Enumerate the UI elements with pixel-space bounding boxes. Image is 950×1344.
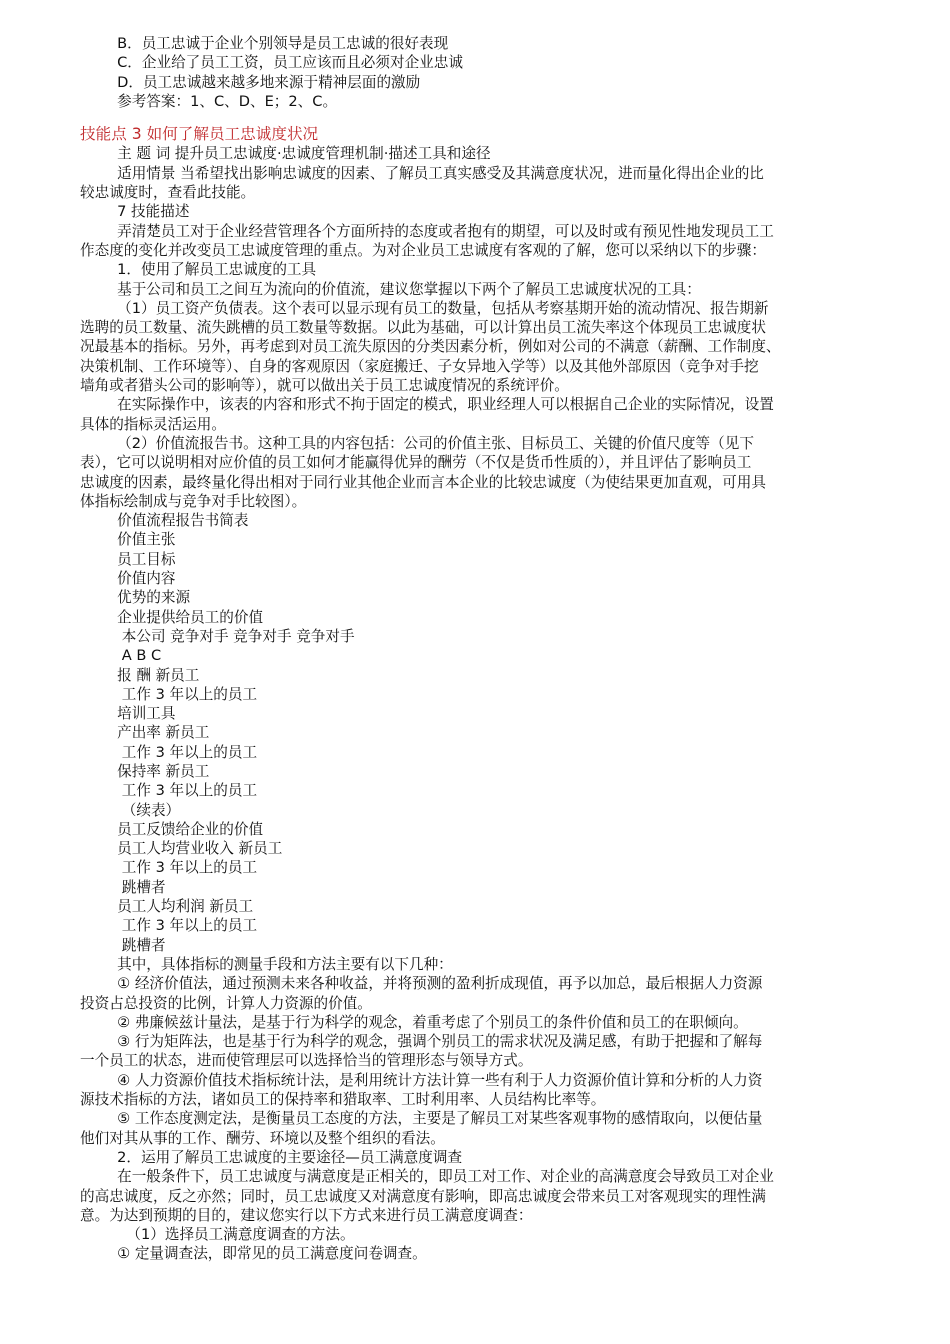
table-line: 价值主张 [80, 531, 176, 549]
paragraph-line: 墙角或者猎头公司的影响等），就可以做出关于员工忠诚度情况的系统评价。 [80, 377, 569, 395]
table-line: 工作 3 年以上的员工 [80, 743, 258, 761]
paragraph-line: 决策机制、工作环境等）、自身的客观原因（家庭搬迁、子女异地入学等）以及其他外部原因（竞争对手挖 [80, 357, 759, 375]
table-line: 企业提供给员工的价值 [80, 608, 264, 626]
document-body [0, 34, 950, 1264]
method-item: 他们对其从事的工作、酬劳、环境以及整个组织的看法。 [80, 1129, 445, 1147]
skill-description-title: 7 技能描述 [80, 203, 190, 221]
table-title: 价值流程报告书简表 [80, 512, 249, 530]
method-item: ② 弗廉候兹计量法，是基于行为科学的观念，着重考虑了个别员工的条件价值和员工的在职倾向。 [80, 1013, 748, 1031]
method-item: 投资占总投资的比例，计算人力资源的价值。 [80, 994, 372, 1012]
method-item: ① 定量调查法，即常见的员工满意度问卷调查。 [80, 1245, 427, 1263]
table-line: 本公司 竞争对手 竞争对手 竞争对手 [80, 627, 355, 645]
section-heading: 技能点 3 如何了解员工忠诚度状况 [80, 125, 319, 144]
scenario-line-cont: 较忠诚度时，查看此技能。 [80, 184, 256, 202]
scenario-line: 适用情景 当希望找出影响忠诚度的因素、了解员工真实感受及其满意度状况，进而量化得出企业的比 [80, 164, 764, 182]
paragraph-line: 作态度的变化并改变员工忠诚度管理的重点。为对企业员工忠诚度有客观的了解，您可以采纳以下的步骤： [80, 241, 766, 259]
table-line: 工作 3 年以上的员工 [80, 685, 258, 703]
option-b: B．员工忠诚于企业个别领导是员工忠诚的很好表现 [80, 35, 449, 52]
table-line: 报 酬 新员工 [80, 666, 200, 684]
keywords-line: 主 题 词 提升员工忠诚度·忠诚度管理机制·描述工具和途径 [80, 145, 491, 163]
paragraph-line: （1）员工资产负债表。这个表可以显示现有员工的数量，包括从考察基期开始的流动情况、报告期新 [80, 299, 769, 317]
table-line: 员工目标 [80, 550, 176, 568]
method-item: 一个员工的状态，进而使管理层可以选择恰当的管理形态与领导方式。 [80, 1052, 533, 1070]
table-line: 工作 3 年以上的员工 [80, 782, 258, 800]
table-line: 保持率 新员工 [80, 762, 210, 780]
table-line: 工作 3 年以上的员工 [80, 917, 258, 935]
table-line: 跳槽者 [80, 878, 166, 896]
method-item: ③ 行为矩阵法，也是基于行为科学的观念，强调个别员工的需求状况及满足感，有助于把握和了解每 [80, 1033, 763, 1051]
method-item: 源技术指标的方法，诸如员工的保持率和猎取率、工时利用率、人员结构比率等。 [80, 1091, 606, 1109]
table-line: 产出率 新员工 [80, 724, 210, 742]
method-item: ⑤ 工作态度测定法，是衡量员工态度的方法，主要是了解员工对某些客观事物的感情取向，以便估量 [80, 1110, 763, 1128]
reference-answer: 参考答案：1、C、D、E；2、C。 [80, 92, 338, 110]
paragraph-line: 基于公司和员工之间互为流向的价值流，建议您掌握以下两个了解员工忠诚度状况的工具： [80, 280, 701, 298]
method-item: ④ 人力资源价值技术指标统计法，是利用统计方法计算一些有利于人力资源价值计算和分析的人力资 [80, 1071, 763, 1089]
paragraph-line: 体指标绘制成与竞争对手比较图）。 [80, 492, 307, 510]
step-1-title: 1．使用了解员工忠诚度的工具 [80, 261, 317, 279]
table-line: （续表） [80, 801, 181, 819]
paragraph-line: 的高忠诚度，反之亦然；同时，员工忠诚度又对满意度有影响，即高忠诚度会带来员工对客观现实的理性满 [80, 1187, 766, 1205]
paragraph-line: 在一般条件下，员工忠诚度与满意度是正相关的，即员工对工作、对企业的高满意度会导致员工对企业 [80, 1168, 774, 1186]
option-c: C．企业给了员工工资，员工应该而且必须对企业忠诚 [80, 54, 463, 72]
paragraph-line: 况最基本的指标。另外，再考虑到对员工流失原因的分类因素分析，例如对公司的不满意（薪酬、工作制度、 [80, 338, 781, 356]
paragraph-line: 在实际操作中，该表的内容和形式不拘于固定的模式，职业经理人可以根据自己企业的实际情况，设置 [80, 396, 774, 414]
table-line: A B C [80, 647, 162, 665]
paragraph-line: 选聘的员工数量、流失跳槽的员工数量等数据。以此为基础，可以计算出员工流失率这个体现员工忠诚度状 [80, 319, 766, 337]
paragraph-line: 意。为达到预期的目的，建议您实行以下方式来进行员工满意度调查： [80, 1206, 533, 1224]
table-line: 跳槽者 [80, 936, 166, 954]
section-spacer [0, 111, 950, 125]
table-line: 工作 3 年以上的员工 [80, 859, 258, 877]
table-line: 员工人均利润 新员工 [80, 898, 254, 916]
table-line: 员工人均营业收入 新员工 [80, 840, 283, 858]
table-line: 员工反馈给企业的价值 [80, 820, 264, 838]
paragraph-line: 弄清楚员工对于企业经营管理各个方面所持的态度或者抱有的期望，可以及时或有预见性地发现员工工 [80, 222, 774, 240]
paragraph-line: 忠诚度的因素，最终量化得出相对于同行业其他企业而言本企业的比较忠诚度（为使结果更加直观，可用具 [80, 473, 766, 491]
table-line: 价值内容 [80, 570, 176, 588]
paragraph-line: （2）价值流报告书。这种工具的内容包括：公司的价值主张、目标员工、关键的价值尺度等（见下 [80, 434, 754, 452]
table-line: 优势的来源 [80, 589, 191, 607]
paragraph-line: 具体的指标灵活运用。 [80, 415, 226, 433]
paragraph-line: 其中，具体指标的测量手段和方法主要有以下几种： [80, 955, 453, 973]
option-d: D．员工忠诚越来越多地来源于精神层面的激励 [80, 73, 421, 91]
substep-title: （1）选择员工满意度调查的方法。 [80, 1226, 355, 1244]
method-item: ① 经济价值法，通过预测未来各种收益，并将预测的盈利折成现值，再予以加总，最后根据人力资源 [80, 975, 763, 993]
table-line: 培训工具 [80, 705, 176, 723]
paragraph-line: 表），它可以说明相对应价值的员工如何才能赢得优异的酬劳（不仅是货币性质的），并且评估了影响员工 [80, 454, 752, 472]
step-2-title: 2．运用了解员工忠诚度的主要途径—员工满意度调查 [80, 1148, 463, 1166]
